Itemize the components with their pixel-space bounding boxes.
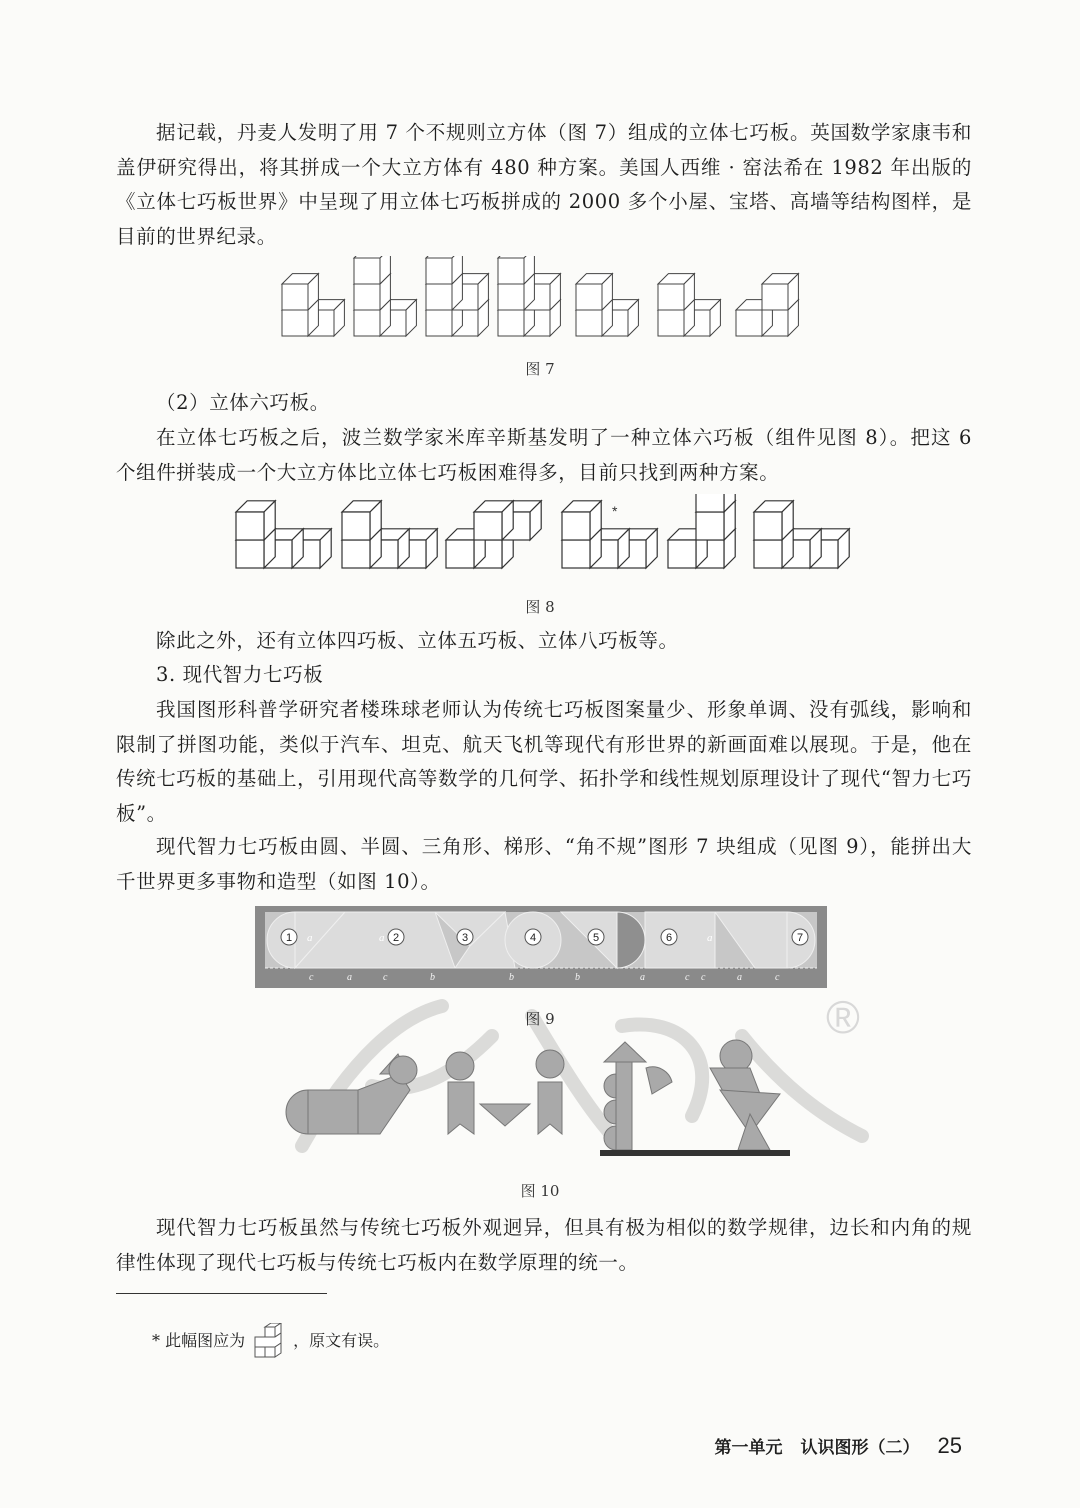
figure-10-caption: 图 10 — [520, 1182, 560, 1200]
fig7-piece-5-cube — [576, 274, 612, 310]
fig9-bottom-letter: a — [737, 972, 742, 983]
fig9-piece-number: 6 — [665, 932, 673, 944]
fig9-bottom-letter: c — [309, 972, 314, 983]
figure-9-caption: 图 9 — [525, 1010, 555, 1028]
paragraph-other-pieces: 除此之外，还有立体四巧板、立体五巧板、立体八巧板等。 — [156, 629, 679, 652]
figure-10-tangram-shapes — [280, 1034, 990, 1164]
fig8-piece-4-cube — [562, 501, 601, 540]
fig9-bottom-letter: a — [347, 972, 352, 983]
fig9-piece-number: 3 — [461, 932, 469, 944]
fig9-bottom-letter: c — [701, 972, 706, 983]
fig9-bottom-letter: a — [640, 972, 645, 983]
footnote-divider — [116, 1293, 327, 1294]
fig9-bottom-letter: b — [575, 972, 580, 983]
fig7-piece-7-cube — [762, 274, 798, 310]
fig9-bottom-letter: c — [383, 972, 388, 983]
fig7-piece-6-cube — [658, 274, 694, 310]
paragraph-modern-tangram-pieces: 现代智力七巧板由圆、半圆、三角形、梯形、“角不规”图形 7 块组成（见图 9），能拼出大千世界更多事物和造型（如图 10）。 — [116, 835, 972, 893]
page-number: 25 — [937, 1433, 962, 1458]
footer-unit: 第一单元 — [714, 1438, 783, 1458]
fig8-piece-6-cube — [754, 501, 793, 540]
paragraph-conclusion: 现代智力七巧板虽然与传统七巧板外观迥异，但具有极为相似的数学规律，边长和内角的规律性体现了现代七巧板与传统七巧板内在数学原理的统一。 — [116, 1216, 972, 1274]
paragraph-modern-tangram: 我国图形科普学研究者楼珠球老师认为传统七巧板图案量少、形象单调、没有弧线，影响和限制了拼图功能，类似于汽车、坦克、航天飞机等现代有形世界的新画面难以展现。于是，他在传统七巧板的基础上，引用现代高等数学的几何学、拓扑学和线性规划原理设计了现代“智力七巧板”。 — [116, 698, 972, 825]
fig9-inner-letter: a — [707, 932, 713, 944]
fig9-bottom-letter: b — [430, 972, 435, 983]
fig9-bottom-letter: c — [685, 972, 690, 983]
figure-8-asterisk: * — [612, 503, 618, 519]
paragraph-six-piece: 在立体七巧板之后，波兰数学家米库辛斯基发明了一种立体六巧板（组件见图 8）。把这 6 个组件拼装成一个大立方体比立体七巧板困难得多，目前只找到两种方案。 — [116, 426, 972, 484]
figure-7-caption: 图 7 — [525, 360, 555, 378]
subheading-3d-six-piece: （2）立体六巧板。 — [156, 391, 330, 414]
footnote — [152, 1323, 389, 1359]
fig8-piece-1-cube — [236, 501, 275, 540]
figure-7-seven-cube-pieces — [276, 256, 836, 346]
fig8-piece-3-cube — [474, 501, 513, 540]
footnote-prefix: * 此幅图应为 — [152, 1331, 246, 1350]
fig8-piece-2-cube — [342, 501, 381, 540]
fig9-inner-letter: a — [379, 932, 385, 944]
fig9-piece-number: 4 — [529, 932, 537, 944]
fig9-piece-number: 5 — [592, 932, 600, 944]
registered-mark: ® — [826, 991, 860, 1043]
footer-title: 认识图形（二） — [800, 1438, 920, 1458]
paragraph-3d-tangram-intro: 据记载，丹麦人发明了用 7 个不规则立方体（图 7）组成的立体七巧板。英国数学家康韦和盖伊研究得出，将其拼成一个大立方体有 480 种方案。美国人西维 · 窑法希在 1982 年出版的《立体七巧板世界》中呈现了用立体七巧板拼成的 2000 多个小屋、宝塔、高墙等结构图样，是目前的世界纪录。 — [116, 121, 972, 248]
fig9-piece-number: 1 — [285, 932, 293, 944]
footnote-corrected-piece-icon — [249, 1323, 289, 1359]
fig7-piece-1-cube — [282, 274, 318, 310]
fig9-piece-number: 2 — [392, 932, 400, 944]
fig9-bottom-letter: c — [775, 972, 780, 983]
fig9-bottom-letter: b — [509, 972, 514, 983]
figure-8-caption: 图 8 — [525, 598, 555, 616]
fig9-inner-letter: a — [307, 932, 313, 944]
heading-modern-tangram: 3. 现代智力七巧板 — [156, 663, 324, 686]
page-footer — [715, 1433, 962, 1459]
footnote-suffix: ，原文有误。 — [293, 1331, 390, 1350]
figure-9-modern-tangram-board — [255, 906, 827, 988]
figure-8-six-cube-pieces — [232, 494, 862, 584]
fig9-piece-number: 7 — [796, 932, 804, 944]
